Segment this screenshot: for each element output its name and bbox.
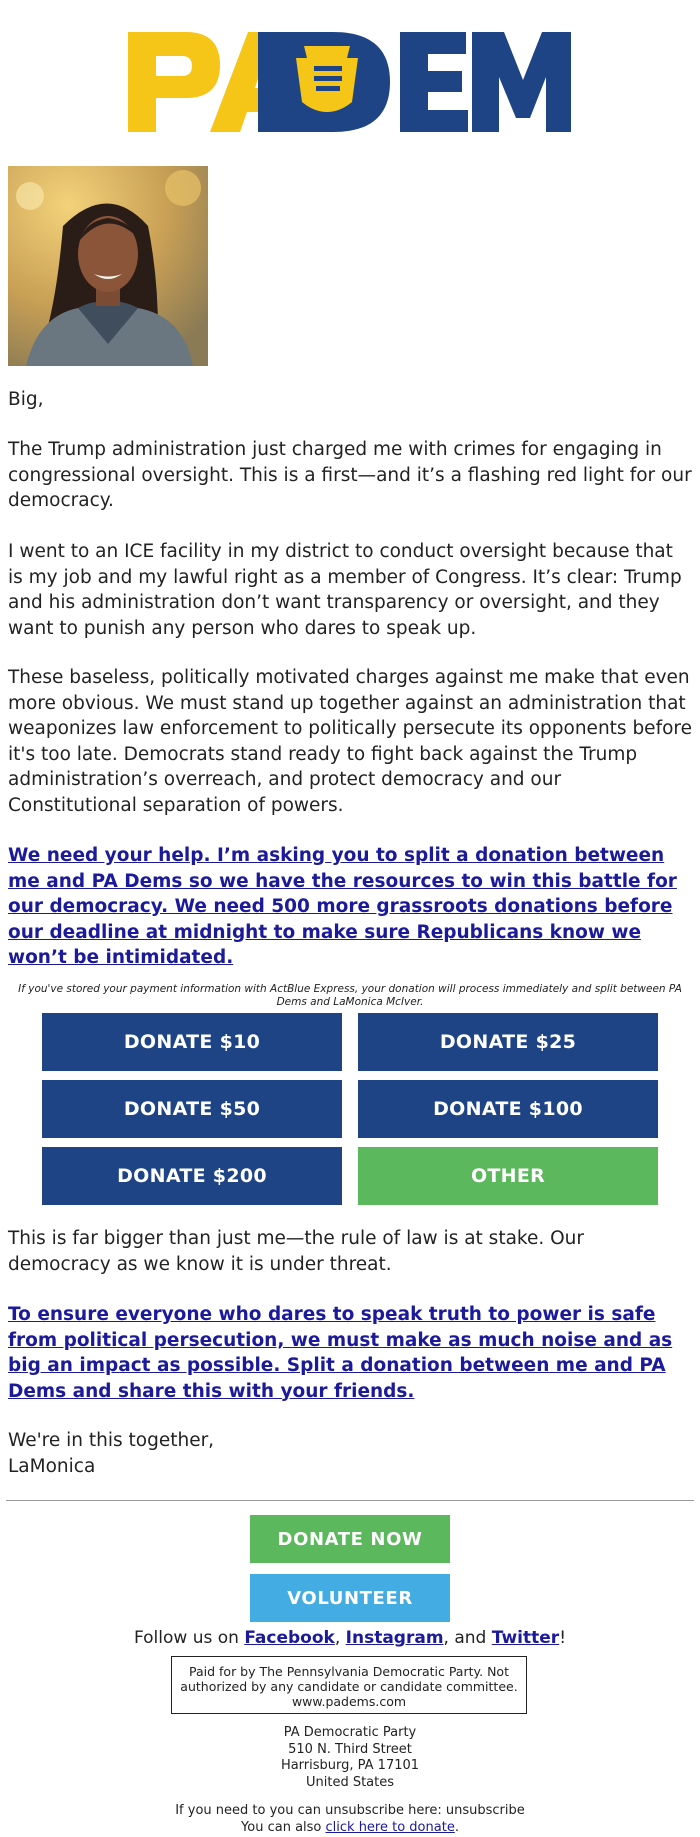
donate-other-button[interactable]: OTHER	[358, 1147, 658, 1205]
logo-m-letter	[472, 32, 571, 132]
paid-line-3: www.padems.com	[291, 1694, 407, 1709]
paid-line-1: Paid for by The Pennsylvania Democratic Party. Not	[189, 1664, 509, 1679]
donate-10-button[interactable]: DONATE $10	[42, 1013, 342, 1071]
actblue-fine-print: If you've stored your payment information with ActBlue Express, your donation will process immediately and split between PA Dems and LaMonica McIver.	[18, 983, 682, 1008]
follow-bang: !	[559, 1628, 567, 1648]
donate-25-button[interactable]: DONATE $25	[358, 1013, 658, 1071]
share-donation-link[interactable]: To ensure everyone who dares to speak truth to power is safe from political persecution, we must make as much noise and as big an impact as possible. Split a donation between me and PA Dems and share this with your friends.	[8, 1304, 673, 1402]
follow-comma: ,	[334, 1628, 346, 1648]
paragraph-1: The Trump administration just charged me with crimes for engaging in congressional oversight. This is a first—and it’s a flashing red light for our democracy.	[8, 439, 692, 511]
paragraph-3: These baseless, politically motivated charges against me make that even more obvious. We must stand up together against an administration that weaponizes law enforcement to politically persecute its opponents before it's too late. Democrats stand ready to fight back against the Trump administration’s overreach, and protect democracy and our Constitutional separation of powers.	[8, 667, 692, 816]
closing: We're in this together,	[8, 1430, 215, 1451]
unsubscribe-section	[0, 1802, 700, 1836]
address-country: United States	[305, 1774, 395, 1790]
social-follow-line	[0, 1628, 700, 1648]
logo-e-letter	[400, 32, 468, 132]
also-suffix: .	[454, 1820, 459, 1835]
donate-now-button[interactable]: DONATE NOW	[250, 1515, 450, 1563]
paid-for-disclaimer	[171, 1656, 527, 1714]
also-prefix: You can also	[241, 1820, 326, 1835]
donate-200-button[interactable]: DONATE $200	[42, 1147, 342, 1205]
greeting: Big,	[8, 389, 44, 410]
paragraph-4: This is far bigger than just me—the rule of law is at stake. Our democracy as we know it is under threat.	[8, 1228, 585, 1275]
donation-ask-link[interactable]: We need your help. I’m asking you to split a donation between me and PA Dems so we have the resources to win this battle for our democracy. We need 500 more grassroots donations before our deadline at midnight to make sure Republicans know we won’t be intimidated.	[8, 845, 677, 968]
follow-prefix: Follow us on	[133, 1628, 245, 1648]
logo-p-letter	[128, 32, 220, 132]
paragraph-2: I went to an ICE facility in my district to conduct oversight because that is my job and my lawful right as a member of Congress. It’s clear: Trump and his administration don’t want transparency or oversight, and they want to punish any person who dares to speak up.	[8, 541, 682, 639]
click-here-donate-link[interactable]: click here to donate	[325, 1820, 455, 1835]
also-donate-line	[0, 1819, 700, 1836]
address-street: 510 N. Third Street	[288, 1741, 412, 1757]
candidate-photo	[8, 166, 208, 366]
address-org: PA Democratic Party	[283, 1725, 417, 1740]
twitter-link[interactable]: Twitter	[491, 1628, 560, 1648]
footer-divider	[6, 1500, 694, 1501]
mailing-address	[0, 1725, 700, 1791]
donate-50-button[interactable]: DONATE $50	[42, 1080, 342, 1138]
unsubscribe-text[interactable]: If you need to you can unsubscribe here: unsubscribe	[175, 1803, 525, 1818]
follow-and: , and	[443, 1628, 492, 1648]
paid-line-2: authorized by any candidate or candidate committee.	[180, 1679, 518, 1694]
donate-100-button[interactable]: DONATE $100	[358, 1080, 658, 1138]
facebook-link[interactable]: Facebook	[244, 1628, 335, 1648]
volunteer-button[interactable]: VOLUNTEER	[250, 1574, 450, 1622]
address-city: Harrisburg, PA 17101	[280, 1758, 420, 1773]
instagram-link[interactable]: Instagram	[345, 1628, 444, 1648]
signature: LaMonica	[8, 1456, 96, 1477]
padems-logo[interactable]	[128, 32, 573, 132]
